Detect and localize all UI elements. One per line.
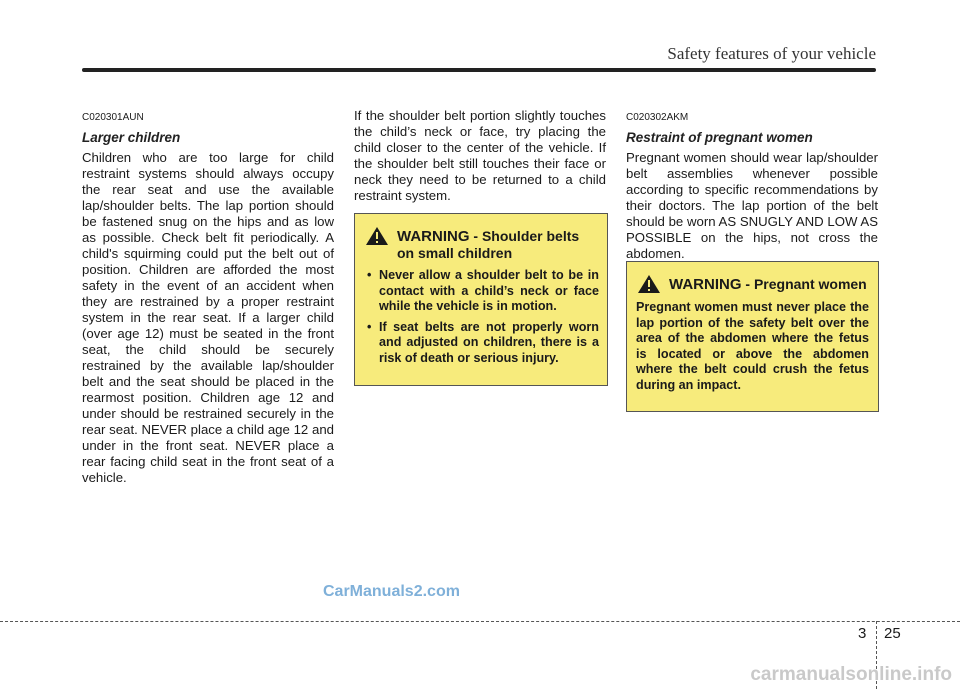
chapter-number: 3	[858, 625, 867, 642]
column-pregnant-women	[626, 110, 878, 262]
running-header: Safety features of your vehicle	[667, 44, 876, 63]
warning-subject: - Pregnant women	[745, 276, 867, 292]
warning-body: Pregnant women must never place the lap portion of the safety belt over the area of the abdomen where the fetus is located or above the abdomen where the belt could crush the fetus during an impact.	[636, 300, 869, 392]
site-logo[interactable]: carmanualsonline.info	[750, 664, 952, 685]
warning-header	[627, 262, 878, 294]
column-shoulder-belt	[354, 108, 606, 204]
column-larger-children	[82, 110, 334, 486]
warning-box-shoulder-belts	[354, 213, 608, 386]
warning-box-pregnant-women	[626, 261, 879, 412]
section-code: C020301AUN	[82, 112, 144, 123]
page-number: 25	[884, 625, 901, 642]
header-rule	[82, 68, 876, 72]
warning-word: WARNING	[669, 276, 742, 293]
warning-title	[669, 276, 867, 293]
section-code: C020302AKM	[626, 112, 689, 123]
warning-word: WARNING	[397, 228, 470, 245]
warning-subject: - Shoulder belts on small children	[397, 228, 580, 261]
warning-title	[397, 228, 599, 262]
warning-list	[355, 268, 607, 366]
footer-rule	[0, 621, 960, 622]
section-body: Children who are too large for child restraint systems should always occupy the rear seat and use the available lap/shoulder belts. The lap portion should be fastened snug on the hips and as low as possible. Check belt fit periodically. A child's squirming could put the belt out of position. Children are afforded the most safety in the event of an accident when they are restrained by a proper restraint system in the rear seat. If a larger child (over age 12) must be seated in the front seat, the child should be securely restrained by the available lap/shoulder belt and the seat should be placed in the rearmost position. Children age 12 and under should be restrained securely in the rear seat. NEVER place a child age 12 and under in the front seat. NEVER place a rear facing child seat in the front seat of a vehicle.	[82, 150, 334, 485]
warning-header	[355, 214, 607, 262]
warning-triangle-icon	[365, 226, 389, 246]
warning-item: • If seat belts are not properly worn and adjusted on children, there is a risk of death or serious injury.	[367, 320, 599, 367]
section-heading: Restraint of pregnant women	[626, 130, 813, 145]
warning-item: • Never allow a shoulder belt to be in contact with a child’s neck or face while the vehicle is in motion.	[367, 268, 599, 315]
section-heading: Larger children	[82, 130, 181, 145]
watermark-link[interactable]: CarManuals2.com	[323, 583, 460, 600]
section-body: If the shoulder belt portion slightly touches the child’s neck or face, try placing the child closer to the center of the vehicle. If the shoulder belt still touches their face or neck they need to be returned to a child restraint system.	[354, 108, 606, 203]
section-body: Pregnant women should wear lap/shoulder belt assemblies whenever possible according to specific recommendations by their doctors. The lap portion of the belt should be worn AS SNUGLY AND LOW AS POSSIBLE on the hips, not cross the abdomen.	[626, 150, 878, 261]
warning-triangle-icon	[637, 274, 661, 294]
